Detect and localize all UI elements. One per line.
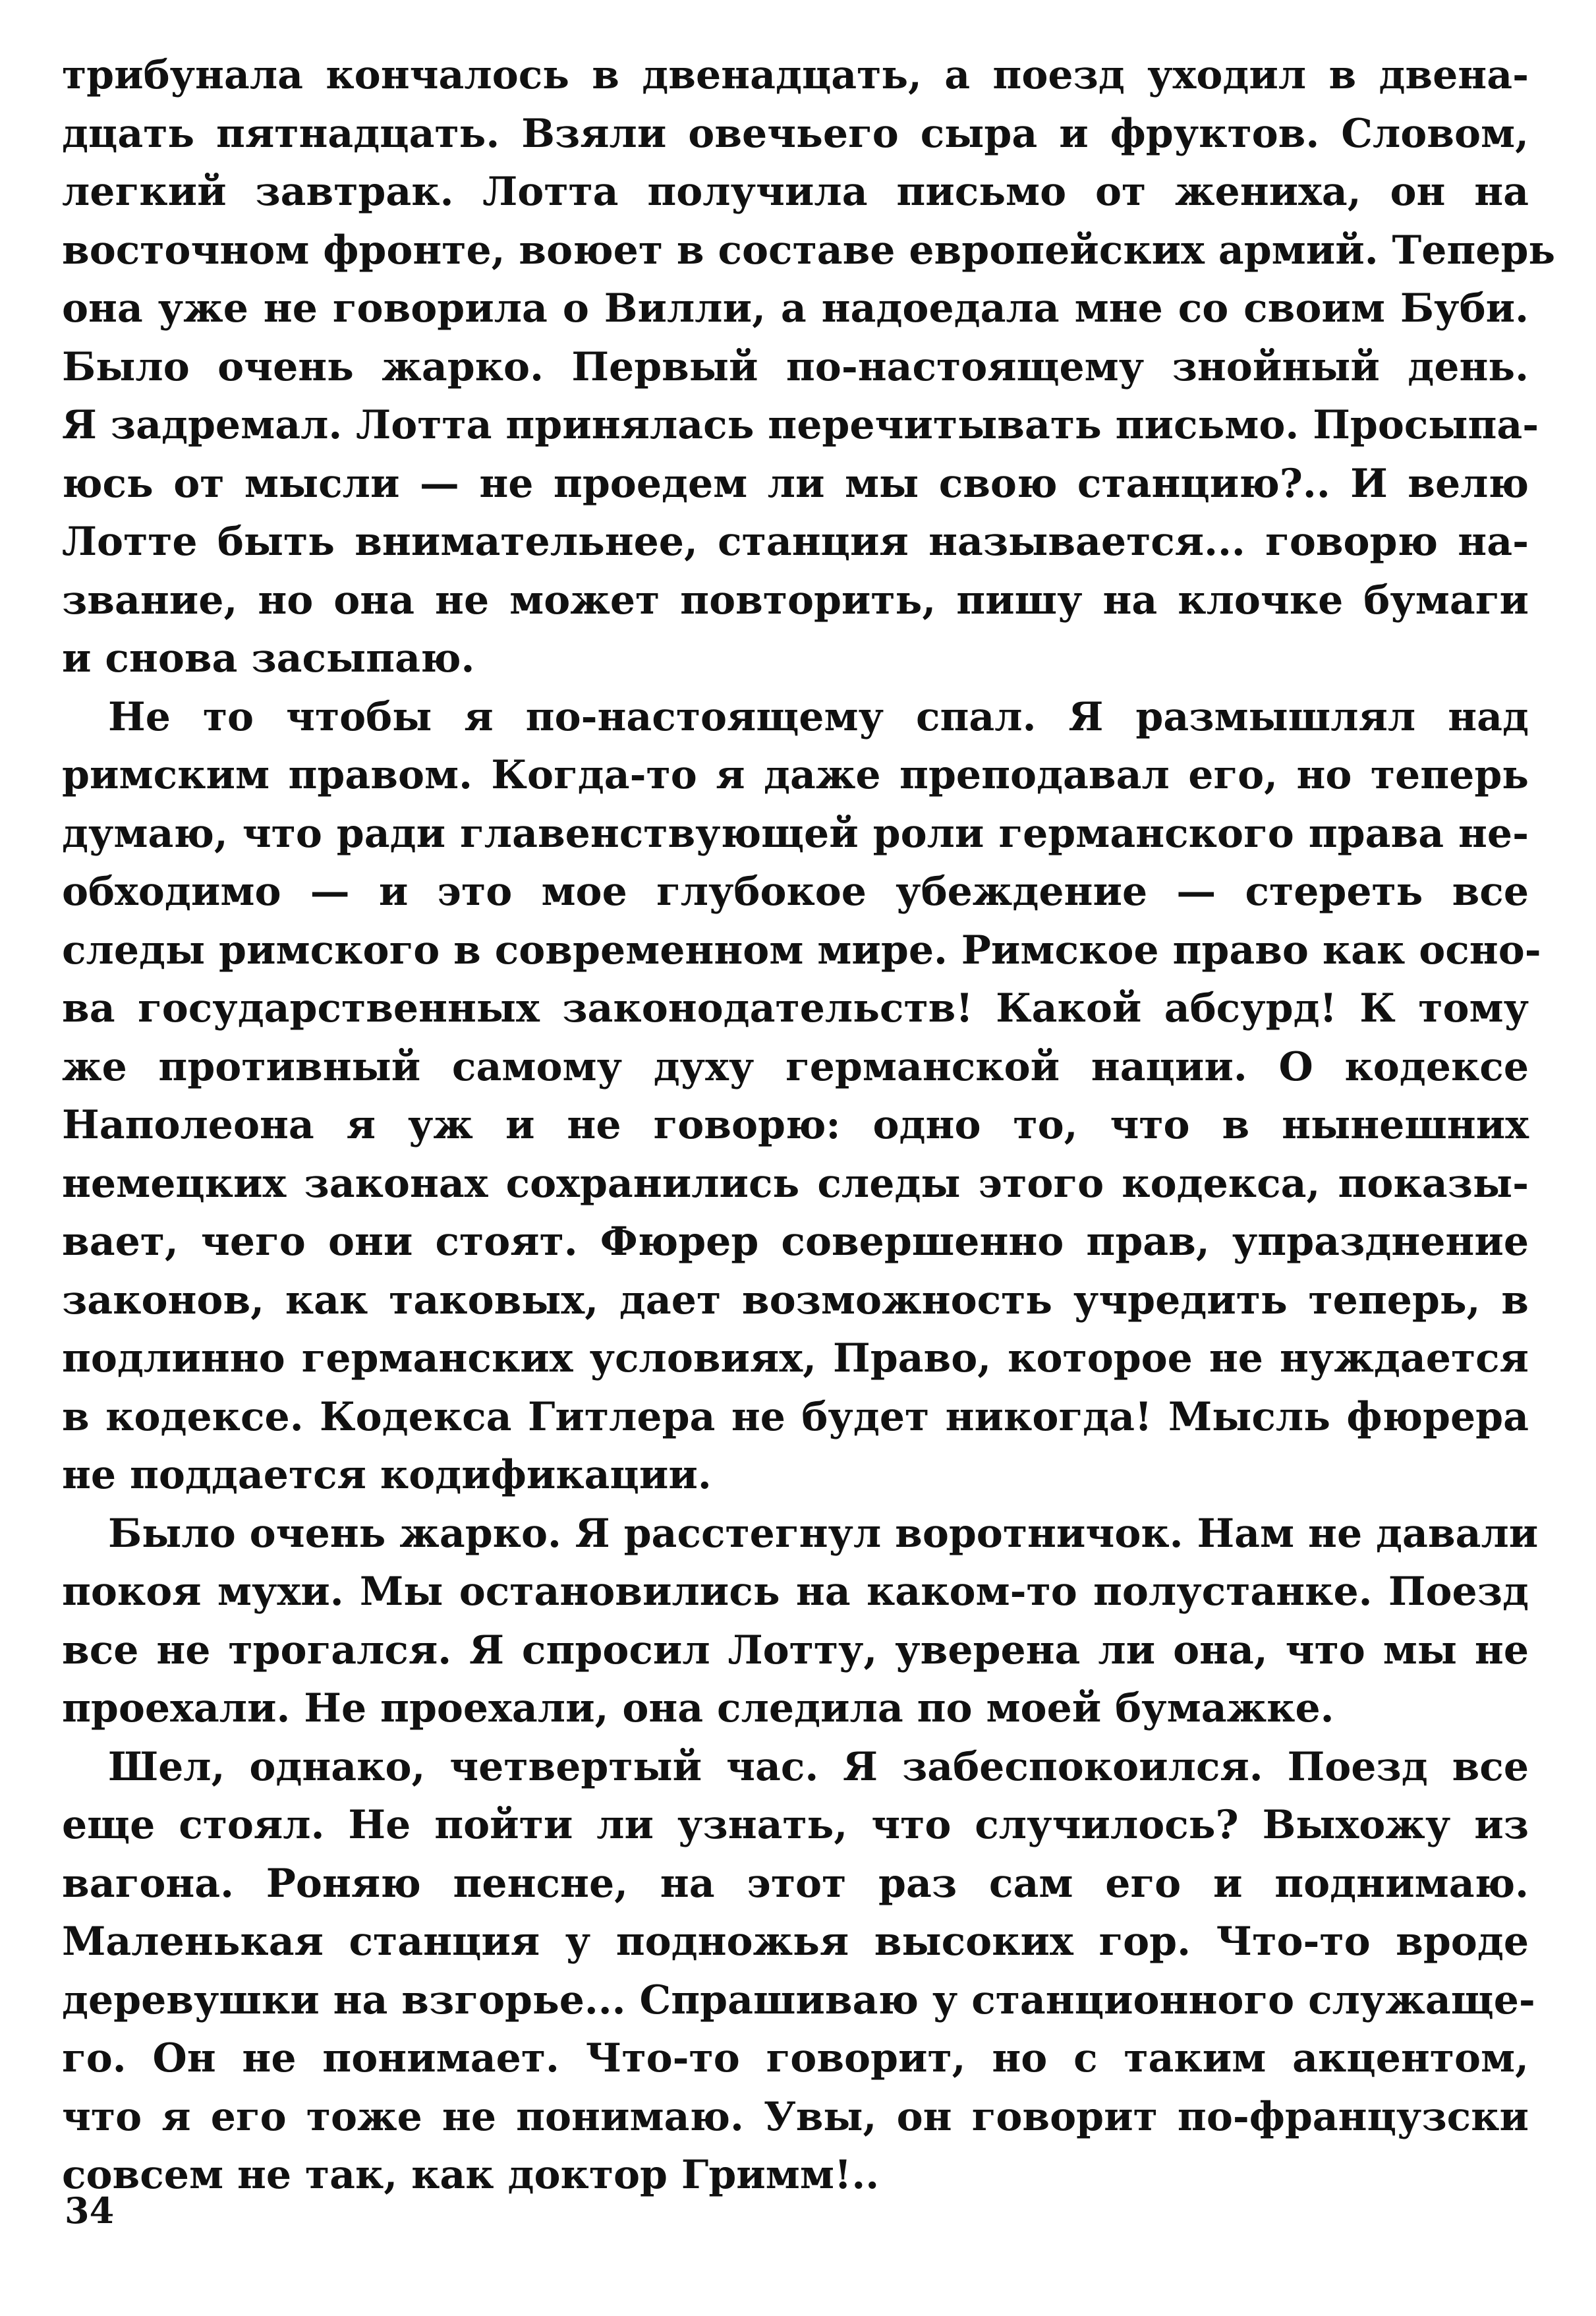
text-line: же противный самому духу германской нации. О кодексе — [62, 1043, 1529, 1090]
text-line: Лотте быть внимательнее, станция называется... говорю на- — [62, 519, 1529, 565]
text-line: го. Он не понимает. Что-то говорит, но с таким акцентом, — [62, 2035, 1529, 2081]
text-line: Было очень жарко. Первый по-настоящему знойный день. — [62, 343, 1529, 390]
text-line: еще стоял. Не пойти ли узнать, что случилось? Выхожу из — [62, 1802, 1529, 1848]
text-line: что я его тоже не понимаю. Увы, он говорит по-французски — [62, 2093, 1529, 2140]
paragraph-2 — [62, 688, 1541, 1505]
text-line: не поддается кодификации. — [62, 1452, 712, 1498]
text-line: Наполеона я уж и не говорю: одно то, что в нынешних — [62, 1102, 1529, 1148]
text-line: подлинно германских условиях, Право, которое не нуждается — [62, 1335, 1529, 1381]
text-line: Я задремал. Лотта принялась перечитывать письмо. Просыпа- — [62, 402, 1539, 448]
text-line: следы римского в современном мире. Римское право как осно- — [62, 927, 1541, 973]
paragraph-4 — [62, 1738, 1535, 2205]
text-line: Было очень жарко. Я расстегнул воротничок. Нам не давали — [108, 1510, 1539, 1557]
paragraph-3 — [62, 1505, 1539, 1738]
body-text — [62, 46, 1556, 2205]
text-line: трибунала кончалось в двенадцать, а поезд уходил в двена- — [62, 52, 1529, 98]
text-line: покоя мухи. Мы остановились на каком-то полустанке. Поезд — [62, 1569, 1529, 1615]
text-line: законов, как таковых, дает возможность учредить теперь, в — [62, 1277, 1529, 1323]
text-line: она уже не говорила о Вилли, а надоедала мне со своим Буби. — [62, 285, 1529, 332]
text-line: римским правом. Когда-то я даже преподавал его, но теперь — [62, 752, 1529, 798]
text-line: обходимо — и это мое глубокое убеждение — стереть все — [62, 869, 1529, 915]
text-line: звание, но она не может повторить, пишу на клочке бумаги — [62, 577, 1529, 623]
text-line: легкий завтрак. Лотта получила письмо от жениха, он на — [62, 169, 1529, 215]
text-line: деревушки на взгорье... Спрашиваю у станционного служаще- — [62, 1977, 1535, 2023]
text-line: проехали. Не проехали, она следила по моей бумажке. — [62, 1685, 1334, 1731]
text-line: думаю, что ради главенствующей роли германского права не- — [62, 810, 1529, 857]
text-line: дцать пятнадцать. Взяли овечьего сыра и фруктов. Словом, — [62, 110, 1529, 157]
text-line: Маленькая станция у подножья высоких гор. Что-то вроде — [62, 1919, 1529, 1965]
page-number: 34 — [65, 2189, 115, 2232]
text-line: совсем не так, как доктор Гримм!.. — [62, 2152, 880, 2198]
text-line: Не то чтобы я по-настоящему спал. Я размышлял над — [108, 693, 1529, 740]
text-line: вагона. Роняю пенсне, на этот раз сам его и поднимаю. — [62, 1860, 1529, 1907]
text-line: и снова засыпаю. — [62, 635, 475, 681]
text-line: немецких законах сохранились следы этого кодекса, показы- — [62, 1160, 1529, 1207]
text-line: Шел, однако, четвертый час. Я забеспокоился. Поезд все — [108, 1743, 1529, 1790]
text-line: юсь от мысли — не проедем ли мы свою станцию?.. И велю — [62, 460, 1529, 507]
text-line: все не трогался. Я спросил Лотту, уверена ли она, что мы не — [62, 1627, 1529, 1673]
text-line: в кодексе. Кодекса Гитлера не будет никогда! Мысль фюрера — [62, 1393, 1529, 1440]
text-line: ва государственных законодательств! Какой абсурд! К тому — [62, 985, 1529, 1031]
text-line: вает, чего они стоят. Фюрер совершенно прав, упразднение — [62, 1219, 1529, 1265]
paragraph-1 — [62, 46, 1556, 688]
text-line: восточном фронте, воюет в составе европейских армий. Теперь — [62, 227, 1556, 274]
